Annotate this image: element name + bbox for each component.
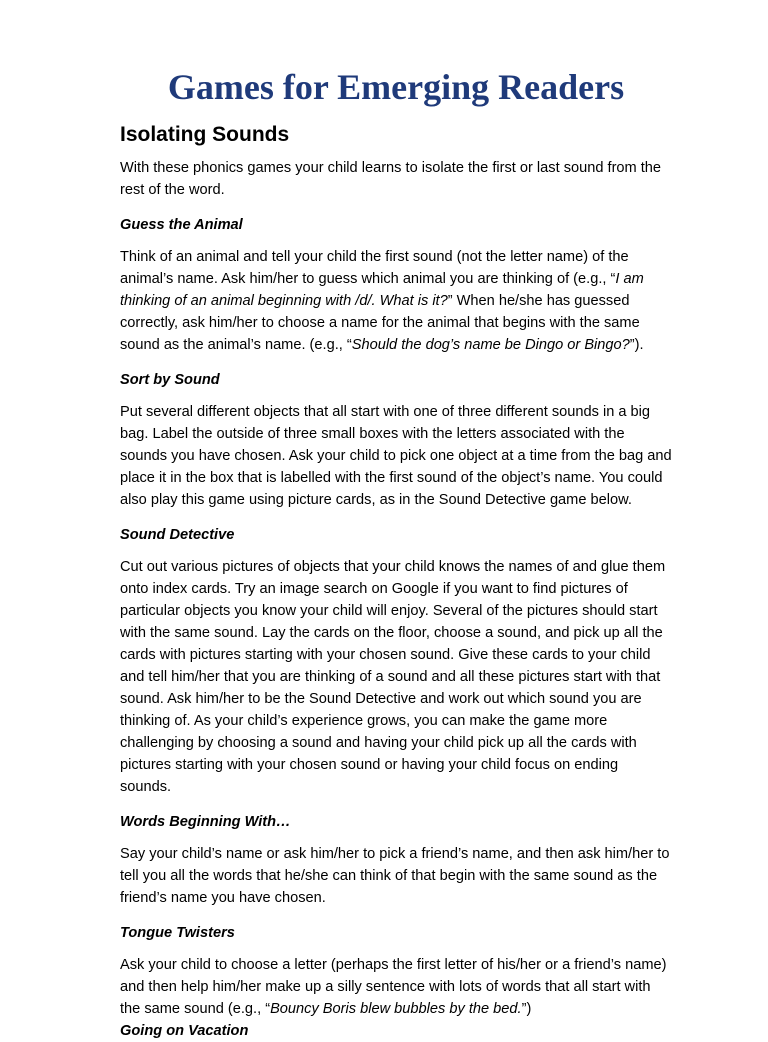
game-heading-sort-by-sound: Sort by Sound <box>120 372 220 388</box>
game-heading-words-beginning-with: Words Beginning With… <box>120 814 291 830</box>
tongue-twisters-text-part-1: Ask your child to choose a letter (perhaps the first letter of his/her or a friend’s name) and then help him/her make up a silly sentence with lots of words that all start with the same sound (e.g., “ <box>120 957 667 1017</box>
document-title: Games for Emerging Readers <box>167 67 625 107</box>
game-text-tongue-twisters <box>120 954 672 1020</box>
game-heading-guess-the-animal: Guess the Animal <box>120 217 243 233</box>
game-text-sort-by-sound: Put several different objects that all start with one of three different sounds in a big bag. Label the outside of three small boxes with the letters associated with the sounds you have chosen. Ask your child to pick one object at a time from the bag and place it in the box that is labelled with the first sound of the object’s name. You could also play this game using picture cards, as in the Sound Detective game below. <box>120 404 672 508</box>
game-heading-going-on-vacation: Going on Vacation <box>120 1023 249 1039</box>
game-text-sound-detective: Cut out various pictures of objects that your child knows the names of and glue them onto index cards. Try an image search on Google if you want to find pictures of particular objects you know your child will enjoy. Several of the pictures should start with the same sound. Lay the cards on the floor, choose a sound, and pick up all the cards with pictures starting with your chosen sound. Give these cards to your child and tell him/her that you are thinking of a sound and all these pictures start with that sound. Ask him/her to be the Sound Detective and work out which sound you are thinking of. As your child’s experience grows, you can make the game more challenging by choosing a sound and having your child pick up all the cards with pictures starting with your chosen sound or having your child focus on ending sounds. <box>120 559 666 795</box>
game-heading-tongue-twisters: Tongue Twisters <box>120 925 235 941</box>
tongue-twisters-quote: Bouncy Boris blew bubbles by the bed. <box>270 1001 522 1017</box>
section-heading-isolating-sounds: Isolating Sounds <box>120 123 290 146</box>
guess-animal-quote-2: Should the dog’s name be Dingo or Bingo? <box>351 337 630 353</box>
guess-animal-text-part-1: Think of an animal and tell your child the first sound (not the letter name) of the animal’s name. Ask him/her to guess which animal you are thinking of (e.g., “ <box>120 249 629 287</box>
guess-animal-quote-1: I am thinking of an animal beginning with /d/. What is it? <box>120 271 644 309</box>
tongue-twisters-text-part-2: ”) <box>521 1001 532 1017</box>
intro-paragraph: With these phonics games your child learns to isolate the first or last sound from the rest of the word. <box>120 160 662 198</box>
game-heading-sound-detective: Sound Detective <box>120 527 235 543</box>
game-text-guess-the-animal <box>120 246 672 356</box>
guess-animal-text-part-2: ” When he/she has guessed correctly, ask him/her to choose a name for the animal that begins with the same sound as the animal’s name. (e.g., “ <box>120 293 640 353</box>
game-text-words-beginning-with: Say your child’s name or ask him/her to pick a friend’s name, and then ask him/her to tell you all the words that he/she can think of that begin with the same sound as the friend’s name you have chosen. <box>120 846 670 906</box>
guess-animal-text-part-3: ”). <box>629 337 644 353</box>
